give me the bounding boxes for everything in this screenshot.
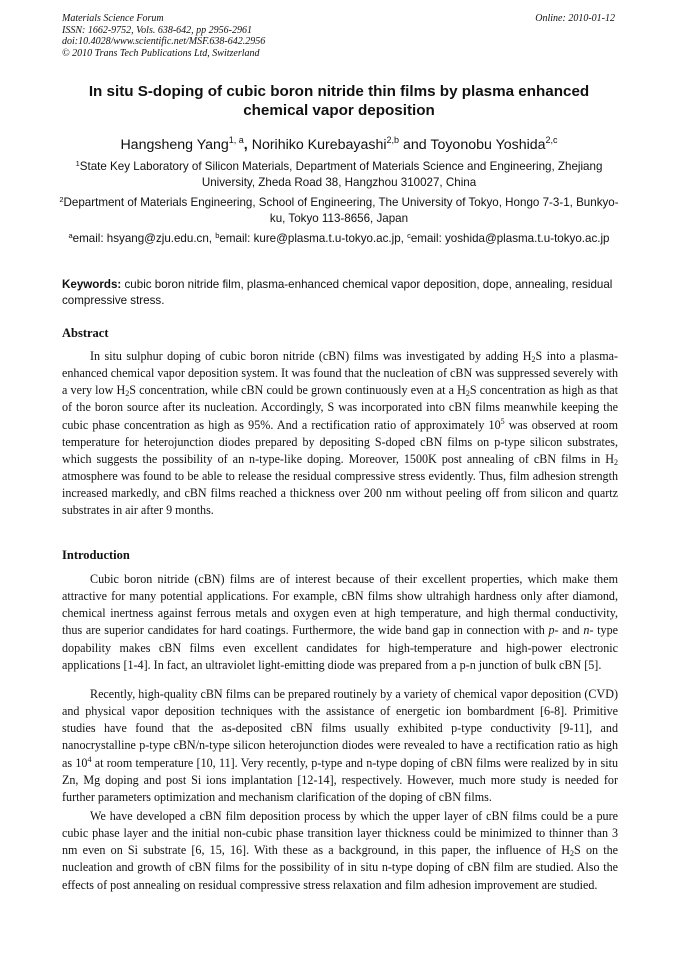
text-run: S concentration, while cBN could be grown continuously even at a H bbox=[129, 383, 466, 398]
copyright-line: © 2010 Trans Tech Publications Ltd, Switzerland bbox=[62, 47, 260, 59]
text-run: was observed at room temperature for heterojunction diodes prepared by depositing S-doped cBN films on p-type silicon substrates, which suggests the possibility of an n-type-like doping. Moreover, 1500K post annealing of cBN films in H bbox=[62, 417, 618, 466]
text-run: and bbox=[558, 623, 584, 638]
superscript: 4 bbox=[87, 754, 92, 764]
affiliation-2 bbox=[58, 192, 620, 227]
text-run: Cubic boron nitride (cBN) films are of interest because of their excellent properties, which make them attractive for many potential applications. For example, cBN films show ultrahigh hardness only after diamond, chemical inertness against ferrous metals and oxygen even at high temperature, and high thermal conductivity, thus are superior candidates for hard coatings. Furthermore, the wide band gap in connection with bbox=[62, 572, 618, 638]
affiliation-mark: 2 bbox=[59, 195, 64, 204]
author-name: and Toyonobu Yoshida bbox=[399, 137, 546, 153]
introduction-paragraph-1 bbox=[62, 571, 618, 674]
abstract-heading: Abstract bbox=[62, 326, 109, 340]
text-run: at room temperature [10, 11]. Very recently, p-type and n-type doping of cBN films were realized by in situ Zn, Mg doping and post Si ions implantation [12-14], respectively. However, much more study is needed for further parameters optimization and mechanism clarification of the doping of cBN films. bbox=[62, 755, 618, 804]
keywords-label: Keywords: bbox=[62, 278, 122, 291]
text-run: type dopability makes cBN films even excellent candidates for high-temperature and high-power electronic applications [1-4]. In fact, an ultraviolet light-emitting diode was prepared from a p-n junction of bulk cBN [5]. bbox=[62, 623, 618, 672]
introduction-paragraph-2 bbox=[62, 686, 618, 806]
author-name: Norihiko Kurebayashi bbox=[247, 137, 387, 153]
affiliation-1 bbox=[58, 156, 620, 191]
email-mark: b bbox=[215, 231, 220, 240]
text-run: In situ sulphur doping of cubic boron nitride (cBN) films was investigated by adding H bbox=[90, 349, 532, 363]
affiliation-text: Department of Materials Engineering, School of Engineering, The University of Tokyo, Hongo 7-3-1, Bunkyo-ku, Tokyo 113-8656, Japan bbox=[63, 196, 619, 225]
paper-title: In situ S-doping of cubic boron nitride thin films by plasma enhanced chemical vapor deposition bbox=[88, 83, 590, 119]
email-text: email: hsyang@zju.edu.cn, bbox=[72, 232, 216, 245]
email-text: email: kure@plasma.t.u-tokyo.ac.jp, bbox=[219, 232, 408, 245]
text-run: atmosphere was found to be able to release the residual compressive stress evidently. Thus, film adhesion strength increased markedly, and cBN films reached a thickness over 200 nm without peeling off from silicon and quartz substrates in air after 9 months. bbox=[62, 469, 618, 518]
author-list bbox=[62, 131, 616, 154]
issn-line: ISSN: 1662-9752, Vols. 638-642, pp 2956-2961 bbox=[62, 24, 252, 36]
author-affiliation-mark: 2,b bbox=[386, 135, 400, 145]
keywords bbox=[62, 277, 618, 309]
journal-meta bbox=[62, 13, 265, 59]
doi-line: doi:10.4028/www.scientific.net/MSF.638-642.2956 bbox=[62, 36, 266, 47]
italic-run: n- bbox=[583, 623, 594, 638]
affiliation-text: State Key Laboratory of Silicon Materials, Department of Materials Science and Engineering, Zhejiang University, Zheda Road 38, Hangzhou 310027, China bbox=[79, 160, 603, 189]
abstract-paragraph bbox=[62, 348, 618, 520]
introduction-heading: Introduction bbox=[62, 548, 130, 562]
email-mark: c bbox=[407, 231, 411, 240]
journal-name: Materials Science Forum bbox=[62, 13, 164, 24]
online-date: Online: 2010-01-12 bbox=[535, 13, 615, 24]
keywords-text: cubic boron nitride film, plasma-enhanced chemical vapor deposition, dope, annealing, residual compressive stress. bbox=[62, 278, 613, 307]
email-text: email: yoshida@plasma.t.u-tokyo.ac.jp bbox=[410, 232, 610, 245]
author-emails bbox=[58, 228, 620, 247]
author-name: Hangsheng Yang bbox=[120, 137, 229, 153]
email-mark: a bbox=[68, 231, 73, 240]
author-affiliation-mark: 2,c bbox=[545, 135, 558, 145]
subscript: 2 bbox=[570, 849, 575, 859]
text-run: Recently, high-quality cBN films can be prepared routinely by a variety of chemical vapor deposition (CVD) and physical vapor deposition techniques with the assistance of energetic ion bombardment [6-8]. Primitive studies have found that the as-deposited cBN films usually exhibited p-type conductivity [9-11], and nanocrystalline p-type cBN/n-type silicon heterojunction diodes were revealed to have a rectification ratio as high as 10 bbox=[62, 687, 618, 770]
affiliation-mark: 1 bbox=[75, 159, 80, 168]
text-run: S into a plasma-enhanced chemical vapor deposition system. It was found that the nucleation of cBN was suppressed severely with a very low H bbox=[62, 349, 619, 398]
introduction-paragraph-3 bbox=[62, 808, 618, 894]
subscript: 2 bbox=[125, 389, 130, 399]
subscript: 2 bbox=[614, 457, 618, 467]
subscript: 2 bbox=[465, 389, 470, 399]
italic-run: p- bbox=[548, 623, 559, 638]
text-run: S concentration as high as that of the boron source after its nucleation. Accordingly, S was incorporated into cBN films meanwhile keeping the cubic phase concentration as high as 95%. And a rectification ratio of approximately 10 bbox=[62, 383, 619, 432]
superscript: 5 bbox=[500, 416, 505, 426]
author-separator: , bbox=[243, 137, 248, 153]
author-affiliation-mark: 1, a bbox=[228, 135, 244, 145]
text-run: S on the nucleation and growth of cBN films for the possibility of in situ n-type doping of cBN film are studied. Also the effects of post annealing on residual compressive stress relaxation and film adhesion improvement are studied. bbox=[62, 843, 618, 892]
text-run: We have developed a cBN film deposition process by which the upper layer of cBN films could be a pure cubic phase layer and the initial non-cubic phase transition layer thickness could be minimized to thinner than 3 nm even on Si substrate [6, 15, 16]. With these as a background, in this paper, the influence of H bbox=[62, 809, 618, 858]
subscript: 2 bbox=[531, 355, 536, 364]
